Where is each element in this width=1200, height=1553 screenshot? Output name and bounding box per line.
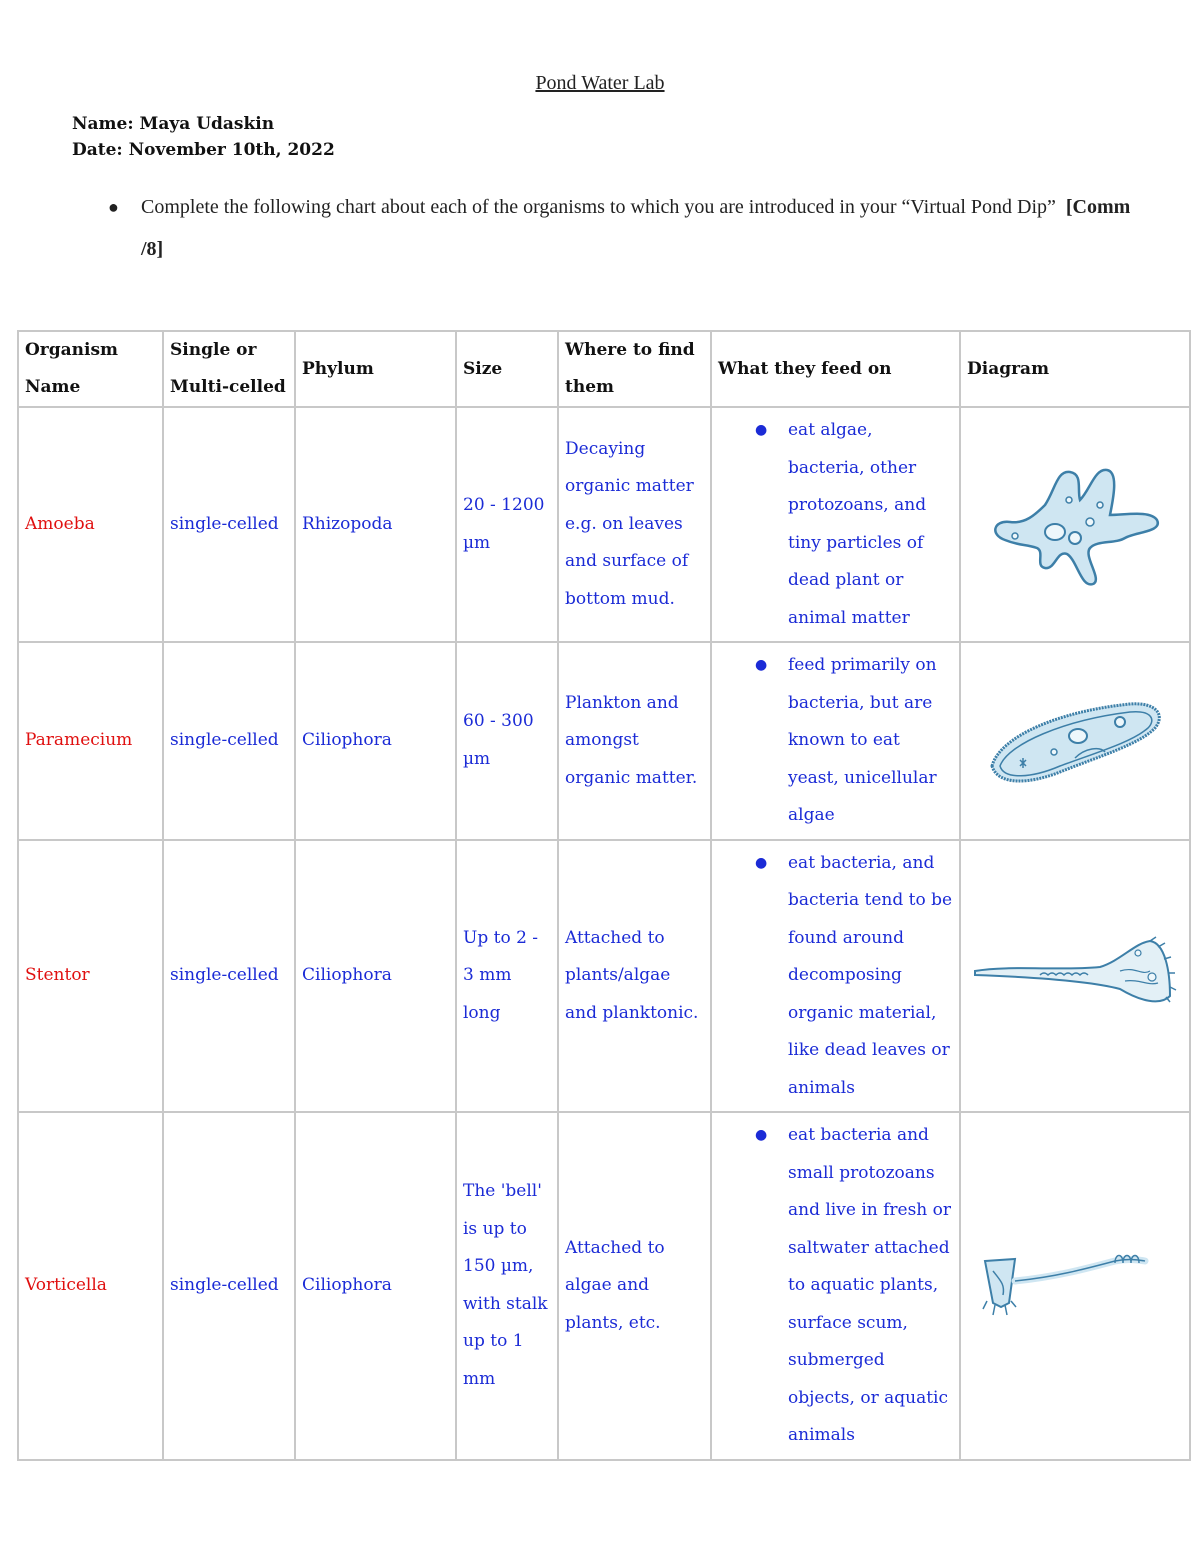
instruction <box>108 186 1148 270</box>
habitat: Attached to plants/algae and planktonic. <box>558 840 711 1113</box>
cell-count: single-celled <box>163 840 295 1113</box>
size: The 'bell' is up to 150 µm, with stalk up to 1 mm <box>456 1112 558 1460</box>
cell-count: single-celled <box>163 642 295 840</box>
bullet-icon: ● <box>755 657 768 673</box>
list-item: ● feed primarily on bacteria, but are known to eat yeast, unicellular algae <box>788 647 953 835</box>
header-cell-count: Single or Multi-celled <box>163 331 295 407</box>
phylum: Rhizopoda <box>295 407 456 642</box>
organism-name: Stentor <box>18 840 163 1113</box>
organism-name: Amoeba <box>18 407 163 642</box>
phylum: Ciliophora <box>295 642 456 840</box>
header-diagram: Diagram <box>960 331 1190 407</box>
diagram-cell <box>960 1112 1190 1460</box>
size: Up to 2 - 3 mm long <box>456 840 558 1113</box>
vorticella-icon <box>975 1241 1175 1331</box>
header-diet: What they feed on <box>711 331 960 407</box>
phylum: Ciliophora <box>295 840 456 1113</box>
lab-date: Date: November 10th, 2022 <box>72 140 335 160</box>
diet <box>711 1112 960 1460</box>
header-phylum: Phylum <box>295 331 456 407</box>
header-size: Size <box>456 331 558 407</box>
list-item: ● eat bacteria, and bacteria tend to be found around decomposing organic material, like dead leaves or animals <box>788 845 953 1108</box>
diagram-cell <box>960 642 1190 840</box>
phylum: Ciliophora <box>295 1112 456 1460</box>
header-organism-name: Organism Name <box>18 331 163 407</box>
stentor-icon <box>970 931 1180 1021</box>
list-item: ● eat algae, bacteria, other protozoans, and tiny particles of dead plant or animal matter <box>788 412 953 637</box>
table-row <box>18 1112 1190 1460</box>
organism-name: Vorticella <box>18 1112 163 1460</box>
habitat: Decaying organic matter e.g. on leaves and surface of bottom mud. <box>558 407 711 642</box>
habitat: Attached to algae and plants, etc. <box>558 1112 711 1460</box>
organism-chart <box>17 330 1191 1461</box>
diet <box>711 642 960 840</box>
instruction-text: Complete the following chart about each of the organisms to which you are introduced in your “Virtual Pond Dip” <box>141 196 1056 218</box>
list-item: ● eat bacteria and small protozoans and live in fresh or saltwater attached to aquatic plants, surface scum, submerged objects, or aquatic animals <box>788 1117 953 1455</box>
diet <box>711 407 960 642</box>
cell-count: single-celled <box>163 407 295 642</box>
page-title: Pond Water Lab <box>535 72 665 94</box>
amoeba-icon <box>985 460 1165 590</box>
table-row <box>18 407 1190 642</box>
habitat: Plankton and amongst organic matter. <box>558 642 711 840</box>
size: 20 - 1200 µm <box>456 407 558 642</box>
diagram-cell <box>960 407 1190 642</box>
table-row <box>18 642 1190 840</box>
bullet-icon: ● <box>108 197 119 217</box>
size: 60 - 300 µm <box>456 642 558 840</box>
table-row <box>18 840 1190 1113</box>
diagram-cell <box>960 840 1190 1113</box>
header-habitat: Where to find them <box>558 331 711 407</box>
header-row <box>18 331 1190 407</box>
marks-label: [Comm /8] <box>141 196 1131 260</box>
cell-count: single-celled <box>163 1112 295 1460</box>
bullet-icon: ● <box>755 1127 768 1143</box>
diet <box>711 840 960 1113</box>
bullet-icon: ● <box>755 854 768 871</box>
student-name: Name: Maya Udaskin <box>72 114 275 134</box>
paramecium-icon <box>980 686 1170 796</box>
organism-name: Paramecium <box>18 642 163 840</box>
bullet-icon: ● <box>755 422 768 438</box>
